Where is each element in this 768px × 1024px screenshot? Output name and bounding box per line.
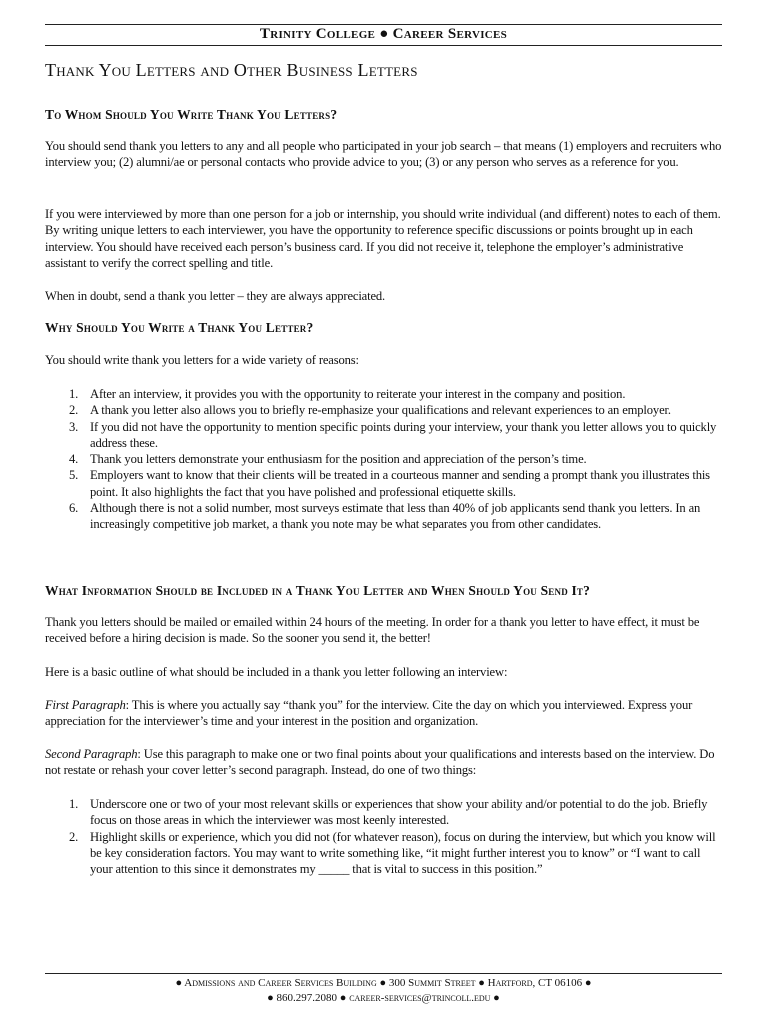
header-top-rule	[45, 24, 722, 25]
list-item-text: Although there is not a solid number, most surveys estimate that less than 40% of job applicants send thank you letters. In an increasingly competitive job market, a thank you note may be what separates you from other candidates.	[90, 501, 701, 532]
footer-address: ● Admissions and Career Services Building ● 300 Summit Street ● Hartford, CT 06106 ●	[175, 977, 592, 989]
header-bottom-rule	[45, 45, 722, 46]
list-item-number: 4.	[69, 452, 79, 467]
list-item-number: 2.	[69, 403, 79, 418]
list-item	[45, 419, 722, 452]
first-paragraph-text: : This is where you actually say “thank you” for the interview. Cite the day on which you interviewed. Express your appreciation for the interviewer’s time and your interest in the position and organization.	[45, 698, 693, 729]
document-page	[45, 0, 722, 1024]
list-item-text: Employers want to know that their clients will be treated in a courteous manner and sending a prompt thank you illustrates this point. It also highlights the fact that you have polished and professional etiquette skills.	[90, 468, 710, 499]
list-item-text: If you did not have the opportunity to mention specific points during your interview, your thank you letter allows you to quickly address these.	[90, 419, 717, 450]
footer-rule	[45, 973, 722, 974]
paragraph-what-2: Here is a basic outline of what should be included in a thank you letter following an interview:	[45, 665, 508, 679]
footer-contact: ● 860.297.2080 ● career-services@trincoll.edu ●	[267, 992, 500, 1004]
paragraph-to-whom-3: When in doubt, send a thank you letter – they are always appreciated.	[45, 289, 386, 303]
paragraph-to-whom-2: If you were interviewed by more than one person for a job or internship, you should write individual (and different) notes to each of them. By writing unique letters to each interviewer, you have the opportunity to reference specific discussions or points brought up in each interview. You should have received each person’s business card. If you did not receive it, telephone the employer’s administrative assistant to verify the correct spelling and title.	[45, 207, 721, 270]
list-item	[45, 796, 722, 829]
first-paragraph-label: First Paragraph	[45, 698, 126, 712]
list-item-number: 3.	[69, 419, 79, 434]
heading-to-whom: To Whom Should You Write Thank You Letters?	[45, 107, 338, 122]
list-item-number: 1.	[69, 387, 79, 401]
list-item-text: Highlight skills or experience, which you did not (for whatever reason), focus on during the interview, but which you know will be key consideration factors. You may want to write something like, “it might further interest you to know” or “I want to call your attention to this since it demonstrates my _____ that is vital to success in this position.”	[90, 829, 716, 877]
list-item-number: 1.	[69, 797, 79, 811]
second-paragraph-text: : Use this paragraph to make one or two final points about your qualifications and interests based on the interview. Do not restate or rehash your cover letter’s second paragraph. Instead, do one of two things:	[45, 747, 715, 778]
list-item	[45, 467, 722, 500]
paragraph-second	[45, 746, 722, 779]
list-item	[45, 386, 722, 402]
paragraph-what-1: Thank you letters should be mailed or emailed within 24 hours of the meeting. In order for a thank you letter to have effect, it must be received before a hiring decision is made. So the sooner you send it, the better!	[45, 615, 700, 646]
second-paragraph-options-list	[45, 796, 722, 877]
list-item-text: A thank you letter also allows you to briefly re-emphasize your qualifications and relevant experiences to an employer.	[90, 403, 671, 418]
second-paragraph-label: Second Paragraph	[45, 747, 138, 761]
heading-what: What Information Should be Included in a Thank You Letter and When Should You Send It?	[45, 583, 591, 598]
list-item	[45, 451, 722, 467]
header-title: Trinity College ● Career Services	[259, 26, 508, 42]
list-item-text: Thank you letters demonstrate your enthusiasm for the position and appreciation of the person’s time.	[90, 452, 587, 467]
list-item	[45, 402, 722, 418]
paragraph-to-whom-1: You should send thank you letters to any and all people who participated in your job search – that means (1) employers and recruiters who interview you; (2) alumni/ae or personal contacts who provide advice to you; (3) or any person who serves as a reference for you.	[45, 139, 722, 170]
list-item-number: 6.	[69, 501, 79, 516]
paragraph-first	[45, 697, 722, 730]
list-item	[45, 829, 722, 878]
list-item-text: Underscore one or two of your most relevant skills or experiences that show your ability and/or potential to do the job. Briefly focus on those areas in which the interviewer was most keenly interested.	[90, 797, 708, 828]
paragraph-why-intro: You should write thank you letters for a wide variety of reasons:	[45, 353, 359, 367]
why-reasons-list	[45, 386, 722, 533]
list-item-number: 5.	[69, 468, 79, 483]
document-title: Thank You Letters and Other Business Letters	[45, 60, 418, 80]
list-item	[45, 500, 722, 533]
heading-why: Why Should You Write a Thank You Letter?	[45, 320, 314, 335]
list-item-text: After an interview, it provides you with the opportunity to reiterate your interest in the company and position.	[90, 387, 626, 401]
list-item-number: 2.	[69, 829, 79, 844]
